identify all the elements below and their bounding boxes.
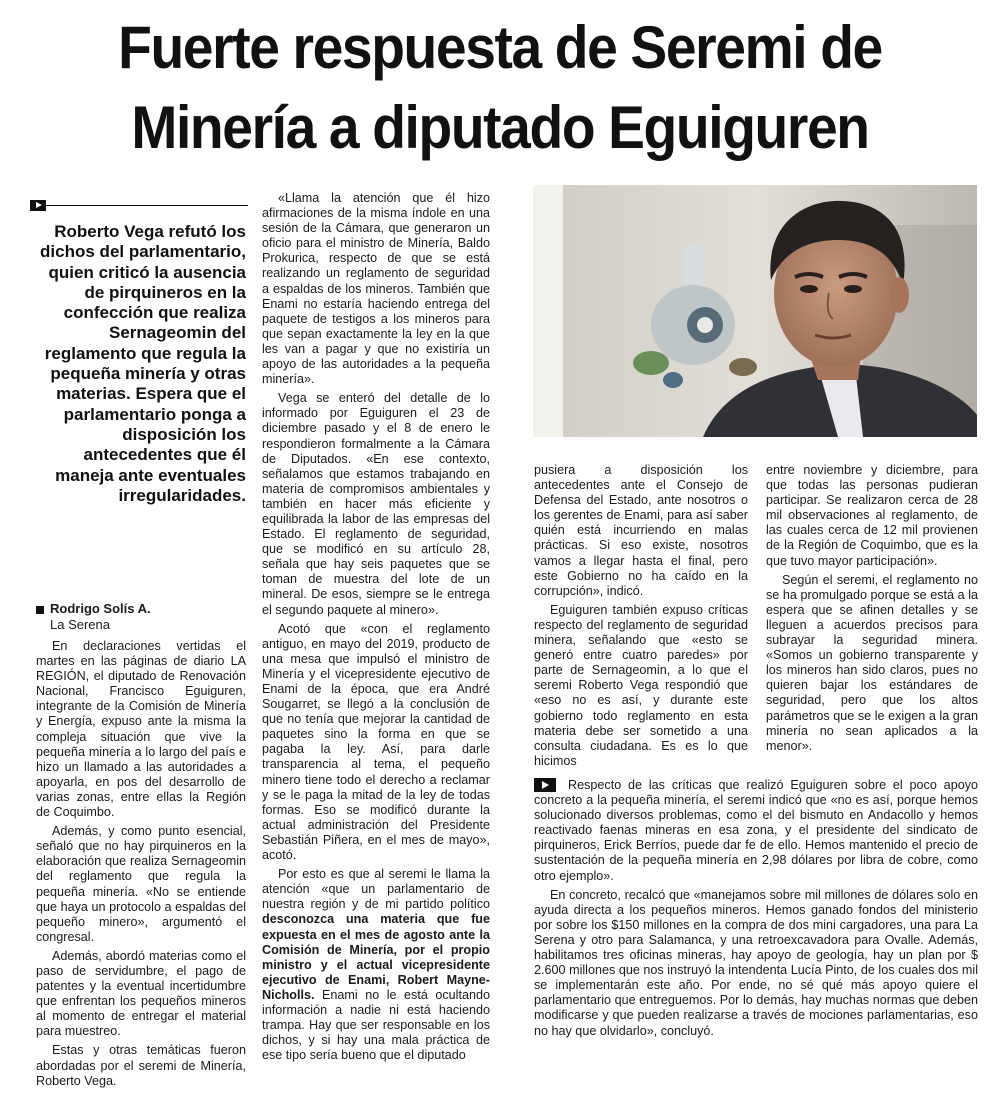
- paragraph: Además, abordó materias como el paso de servidumbre, el pago de patentes y la eventual incertidumbre que enfrentan los pequeños mineros al momento de entregar el material para muestreo.: [36, 948, 246, 1039]
- section-rule: [30, 200, 248, 212]
- article-column-2: [262, 191, 490, 1067]
- article-photo: [533, 185, 977, 437]
- paragraph: Vega se enteró del detalle de lo informado por Eguiguren el 23 de diciembre pasado y el 8 de enero le respondieron formalmente a la Cámara de Diputados. «En ese contexto, señalamos que estamos trabajando en materia de compromisos ambientales y también en hacer más eficiente y equilibrada la labor de las empresas del Estado. El reglamento de seguridad, que se modificó en su artículo 28, señala que hay seis paquetes que se toman de muestra del lote de un mineral. De esos, siempre se le entrega el segundo paquete al minero».: [262, 391, 490, 617]
- paragraph: pusiera a disposición los antecedentes ante el Consejo de Defensa del Estado, ante nosotros o los gerentes de Enami, para así saber quién está incurriendo en malas prácticas. Si eso existe, nosotros vamos a llegar hasta el final, pero este Gobierno no ha caído en la corrupción», indicó.: [534, 463, 748, 598]
- paragraph: En concreto, recalcó que «manejamos sobre mil millones de dólares solo en ayuda directa a los pequeños mineros. Hemos ganado fondos del ministerio por sobre los $150 millones en la compra de dos mini cargadores, una para La Serena y otro para Salamanca, y una retroexcavadora para Ovalle. Además, habilitamos tres oficinas mineras, hay apoyo de geología, hay un plan por $ 2.600 millones que nos instruyó la intendenta Lucía Pinto, de los cuales dos mil se implementarán este año. Por ende, no sé qué más apoyo quiere el parlamentario que entreguemos. Por lo demás, hay muchas normas que deben modificarse y que pueden realizarse a través de mociones parlamentarias, eso no hay que olvidarlo», concluyó.: [534, 887, 978, 1038]
- article-column-1: [36, 639, 246, 1093]
- headline: Fuerte respuesta de Seremi de Minería a diputado Eguiguren: [118, 14, 882, 161]
- lead-summary: Roberto Vega refutó los dichos del parlamentario, quien criticó la ausencia de pirquineros en la confección que realiza Sernageomin del reglamento que regula la pequeña minería y otras materias. Espera que el parlamentario ponga a disposición los antecedentes que él maneja ante eventuales irregularidades.: [40, 222, 246, 505]
- paragraph: entre noviembre y diciembre, para que todas las personas pudieran participar. Se realizaron cerca de 28 mil observaciones al reglamento, de las cuales cerca de 12 mil provienen de la Región de Coquimbo, que es la que tuvo mayor participación».: [766, 463, 978, 568]
- article-box: [534, 778, 978, 1043]
- paragraph: Respecto de las críticas que realizó Eguiguren sobre el poco apoyo concreto a la pequeña minería, el seremi indicó que «no es así, porque hemos solucionado diversos problemas, como el del bismuto en Andacollo y hemos reactivado faenas mineras en esa zona, y el presidente del sindicato de pirquineros, Erick Berríos, puede dar fe de ello. Hemos mantenido el precio de sustentación de la pequeña minería en 2,98 dólares por libra de cobre, como otro ejemplo».: [534, 778, 978, 883]
- article-column-4: [766, 463, 978, 758]
- play-marker-icon: [30, 200, 46, 211]
- article-column-3: [534, 463, 748, 773]
- bullet-square-icon: [36, 606, 44, 614]
- paragraph: Eguiguren también expuso críticas respecto del reglamento de seguridad minera, señalando que «esto se generó entre cuatro paredes» por parte de Sernageomin, a lo que el seremi Roberto Vega respondió que «eso no es así, y durante este gobierno todo reglamento en esta materia debe ser sometido a una consulta ciudadana. Es es lo que hicimos: [534, 602, 748, 768]
- byline-city: La Serena: [50, 617, 110, 632]
- paragraph: Además, y como punto esencial, señaló que no hay pirquineros en la elaboración que realiza Sernageomin del reglamento que regula la pequeña minería. «No se entiende que haya un protocolo a espaldas del pequeño minero», argumentó el congresal.: [36, 824, 246, 944]
- paragraph: Por esto es que al seremi le llama la atención «que un parlamentario de nuestra región y de mi partido político desconozca una materia que fue expuesta en el mes de agosto ante la Comisión de Minería, por el propio ministro y el actual vicepresidente ejecutivo de Enami, Robert Mayne-Nicholls. Enami no le está ocultando información a nadie ni está haciendo trampa. Hay que ser responsable en los dichos, y si hay una mala práctica de ese tipo sería bueno que el diputado: [262, 867, 490, 1063]
- paragraph: «Llama la atención que él hizo afirmaciones de la misma índole en una sesión de la Cámara, que generaron un oficio para el ministro de Minería, Baldo Prokurica, respecto de que se está realizando un reglamento de seguridad a espaldas de los mineros. También que Enami no estaría haciendo entrega del paquete de testigos a los mineros para que sepan exactamente la ley en la que les van a pagar y que no existiría un apoyo de las autoridades a la pequeña minería».: [262, 191, 490, 387]
- paragraph: Estas y otras temáticas fueron abordadas por el seremi de Minería, Roberto Vega.: [36, 1043, 246, 1088]
- paragraph: Según el seremi, el reglamento no se ha promulgado porque se está a la espera que se afinen detalles y se lleguen a acuerdos precisos para subrayar la seguridad minera. «Somos un gobierno transparente y los mineros han sido claros, pues no quieren bajar los estándares de seguridad, pero que los altos parámetros que se le exigen a la gran minería no sean aplicados a la menor».: [766, 572, 978, 753]
- bold-quote: desconozca una materia que fue expuesta en el mes de agosto ante la Comisión de Minería, por el propio ministro y el actual vicepresidente ejecutivo de Enami, Robert Mayne-Nicholls.: [262, 912, 490, 1002]
- byline: [36, 601, 246, 633]
- paragraph: En declaraciones vertidas el martes en las páginas de diario LA REGIÓN, el diputado de Renovación Nacional, Francisco Eguiguren, integrante de la Comisión de Minería y Energía, expuso ante la misma la compleja situación que vive la pequeña minería a lo largo del país e hizo un llamado a las autoridades a apoyarla, en pos del desarrollo de varias zonas, entre ellas la Región de Coquimbo.: [36, 639, 246, 820]
- portrait-illustration: [533, 185, 977, 437]
- byline-author: Rodrigo Solís A.: [50, 601, 151, 616]
- paragraph: Acotó que «con el reglamento antiguo, en mayo del 2019, producto de una mesa que impulsó el ministro de Minería y el vicepresidente ejecutivo de Enami de la época, que era André Sougarret, se llegó a la conclusión de que no tenía que mejorar la cantidad de paquetes sino la forma en que se pagaba la ley. Así, para darle transparencia al tema, el pequeño minero tiene todo el derecho a reclamar y se le paga la mitad de la ley de todas formas. Eso se modificó durante la actual administración del Presidente Sebastián Piñera, en el mes de mayo», acotó.: [262, 621, 490, 863]
